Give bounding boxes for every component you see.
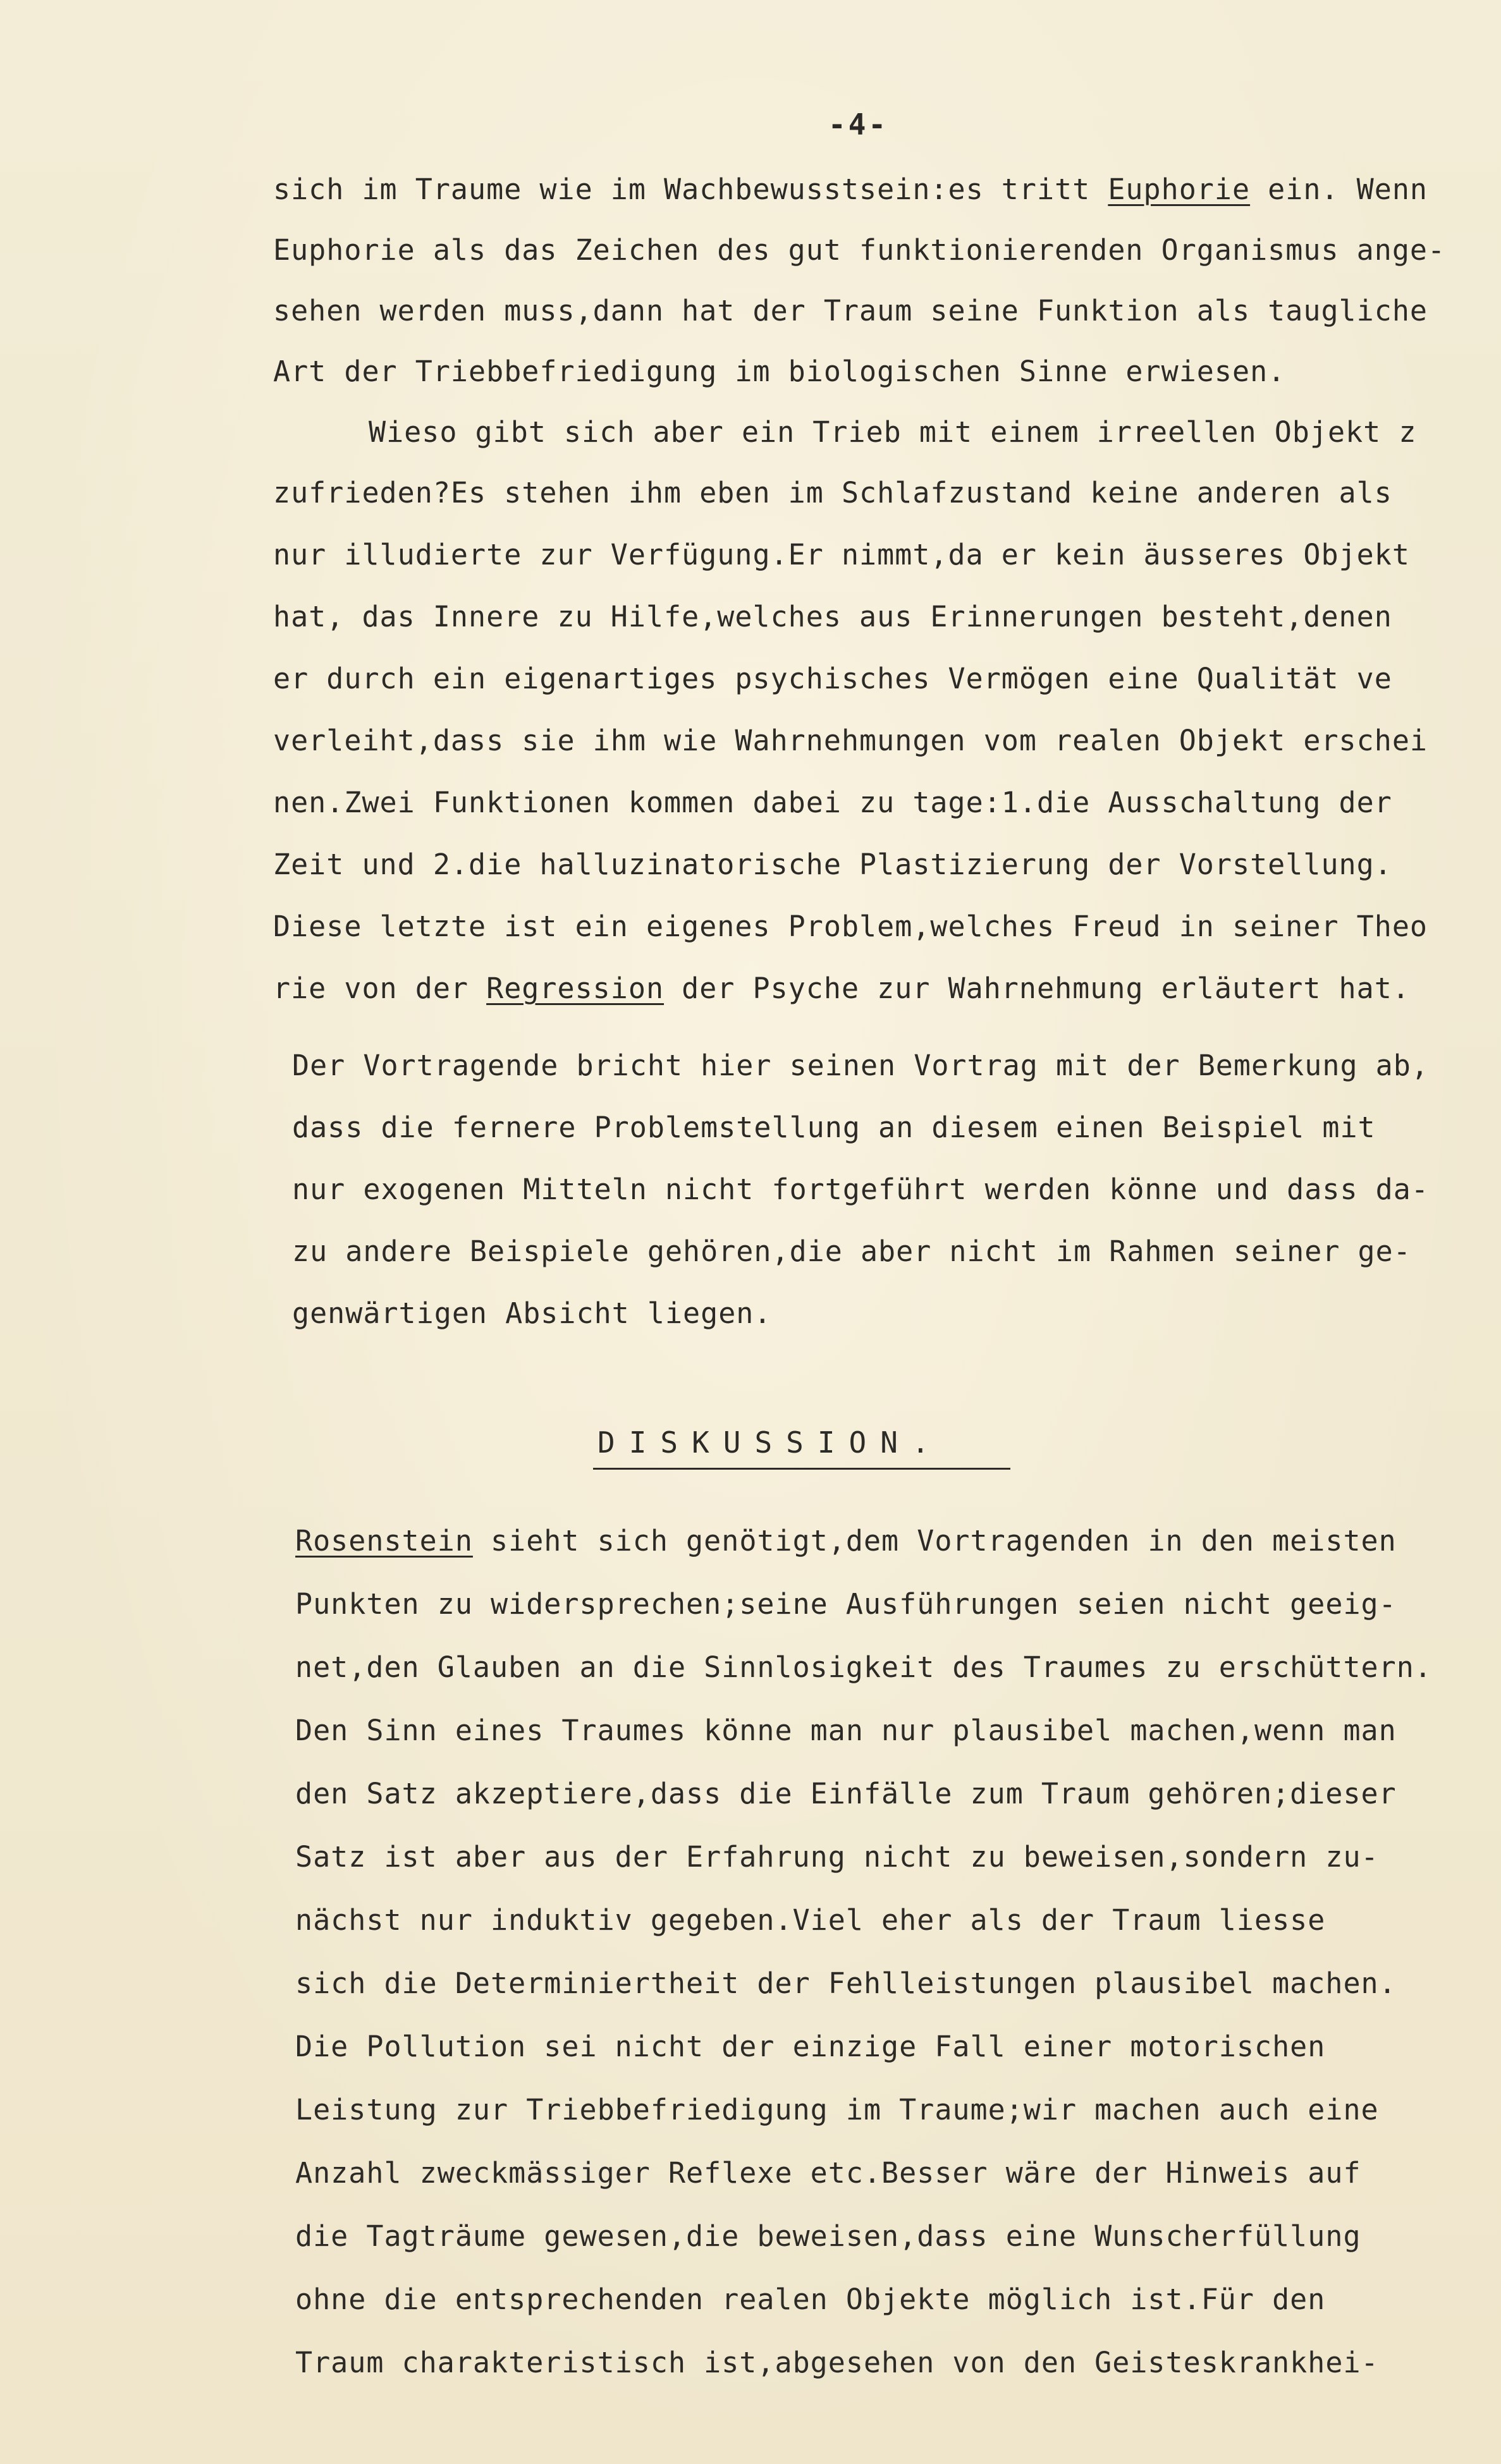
- text-line: Diese letzte ist ein eigenes Problem,welches Freud in seiner Theo: [273, 910, 1428, 943]
- text-line: Anzahl zweckmässiger Reflexe etc.Besser wäre der Hinweis auf: [295, 2156, 1361, 2190]
- text-line: Art der Triebbefriedigung im biologischen Sinne erwiesen.: [273, 355, 1286, 388]
- text-line: Der Vortragende bricht hier seinen Vortrag mit der Bemerkung ab,: [292, 1049, 1429, 1082]
- text-line: nen.Zwei Funktionen kommen dabei zu tage:1.die Ausschaltung der: [273, 786, 1392, 819]
- text-line: sehen werden muss,dann hat der Traum seine Funktion als taugliche: [273, 294, 1428, 327]
- text-line: Zeit und 2.die halluzinatorische Plastizierung der Vorstellung.: [273, 848, 1392, 881]
- underlined-term: Regression: [486, 972, 665, 1005]
- text-line: Leistung zur Triebbefriedigung im Traume;wir machen auch eine: [295, 2093, 1379, 2126]
- text-line: er durch ein eigenartiges psychisches Vermögen eine Qualität ve: [273, 662, 1392, 695]
- text-line: Punkten zu widersprechen;seine Ausführungen seien nicht geeig-: [295, 1587, 1397, 1621]
- text-line: nur illudierte zur Verfügung.Er nimmt,da er kein äusseres Objekt: [273, 538, 1410, 571]
- text-line: verleiht,dass sie ihm wie Wahrnehmungen vom realen Objekt erschei: [273, 724, 1428, 757]
- text-line: Wieso gibt sich aber ein Trieb mit einem irreellen Objekt z: [369, 415, 1417, 449]
- text-line: ohne die entsprechenden realen Objekte möglich ist.Für den: [295, 2283, 1326, 2316]
- text-line: genwärtigen Absicht liegen.: [292, 1296, 772, 1330]
- text-line: Rosenstein sieht sich genötigt,dem Vortragenden in den meisten: [295, 1524, 1397, 1558]
- text-line: die Tagträume gewesen,die beweisen,dass eine Wunscherfüllung: [295, 2219, 1361, 2253]
- text-line: net,den Glauben an die Sinnlosigkeit des Traumes zu erschüttern.: [295, 1650, 1432, 1684]
- text-line: rie von der Regression der Psyche zur Wahrnehmung erläutert hat.: [273, 972, 1410, 1005]
- text-line: nächst nur induktiv gegeben.Viel eher als der Traum liesse: [295, 1903, 1326, 1937]
- text-line: dass die fernere Problemstellung an diesem einen Beispiel mit: [292, 1111, 1376, 1144]
- text-line: Satz ist aber aus der Erfahrung nicht zu beweisen,sondern zu-: [295, 1840, 1379, 1874]
- heading-underline: [593, 1468, 1010, 1470]
- underlined-term: Rosenstein: [295, 1524, 473, 1558]
- section-heading: DISKUSSION.: [597, 1425, 943, 1460]
- text-line: zu andere Beispiele gehören,die aber nicht im Rahmen seiner ge-: [292, 1235, 1411, 1268]
- text-line: hat, das Innere zu Hilfe,welches aus Erinnerungen besteht,denen: [273, 600, 1392, 633]
- text-line: Die Pollution sei nicht der einzige Fall einer motorischen: [295, 2030, 1326, 2063]
- text-line: zufrieden?Es stehen ihm eben im Schlafzustand keine anderen als: [273, 476, 1392, 509]
- text-line: den Satz akzeptiere,dass die Einfälle zum Traum gehören;dieser: [295, 1777, 1397, 1810]
- text-line: Traum charakteristisch ist,abgesehen von den Geisteskrankhei-: [295, 2346, 1379, 2379]
- text-line: nur exogenen Mitteln nicht fortgeführt werden könne und dass da-: [292, 1173, 1429, 1206]
- text-line: sich die Determiniertheit der Fehlleistungen plausibel machen.: [295, 1967, 1397, 2000]
- text-line: Euphorie als das Zeichen des gut funktionierenden Organismus ange-: [273, 233, 1446, 267]
- page-number: -4-: [828, 107, 889, 142]
- text-line: Den Sinn eines Traumes könne man nur plausibel machen,wenn man: [295, 1714, 1397, 1747]
- underlined-term: Euphorie: [1108, 173, 1251, 206]
- text-line: sich im Traume wie im Wachbewusstsein:es tritt Euphorie ein. Wenn: [273, 173, 1428, 206]
